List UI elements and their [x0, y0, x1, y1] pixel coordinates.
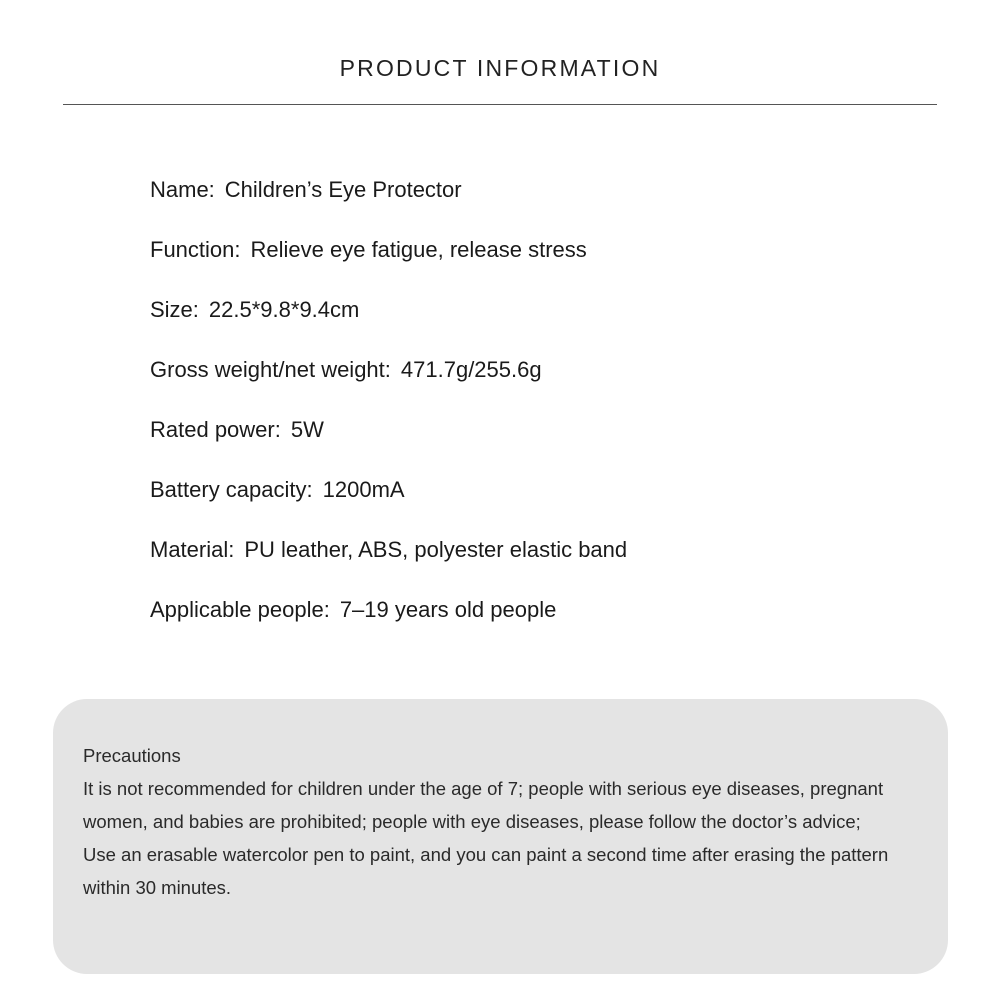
- spec-value: PU leather, ABS, polyester elastic band: [244, 537, 628, 562]
- spec-label: Size:: [150, 297, 199, 322]
- spec-label: Name:: [150, 177, 215, 202]
- title-divider: [63, 104, 937, 105]
- spec-row-applicable-people: [150, 592, 627, 652]
- spec-label: Rated power:: [150, 417, 281, 442]
- spec-row-size: [150, 292, 627, 352]
- spec-row-rated-power: [150, 412, 627, 472]
- spec-value: 1200mA: [322, 477, 405, 502]
- spec-row-function: [150, 232, 627, 292]
- spec-row-weight: [150, 352, 627, 412]
- spec-value: Relieve eye fatigue, release stress: [250, 237, 587, 262]
- spec-value: 471.7g/255.6g: [400, 357, 542, 382]
- spec-label: Gross weight/net weight:: [150, 357, 391, 382]
- precautions-panel: [53, 699, 948, 974]
- spec-label: Applicable people:: [150, 597, 330, 622]
- spec-row-material: [150, 532, 627, 592]
- spec-value: 5W: [290, 417, 324, 442]
- precautions-paragraph: It is not recommended for children under the age of 7; people with serious eye diseases, pregnant women, and babies are prohibited; people with eye diseases, please follow the doctor’s advice;: [83, 778, 884, 832]
- spec-label: Material:: [150, 537, 235, 562]
- spec-row-name: [150, 172, 627, 232]
- precautions-heading: Precautions: [83, 745, 181, 766]
- spec-label: Battery capacity:: [150, 477, 313, 502]
- spec-value: Children’s Eye Protector: [224, 177, 462, 202]
- spec-label: Function:: [150, 237, 241, 262]
- page-title: PRODUCT INFORMATION: [339, 55, 661, 81]
- spec-value: 7–19 years old people: [339, 597, 557, 622]
- spec-row-battery-capacity: [150, 472, 627, 532]
- spec-value: 22.5*9.8*9.4cm: [208, 297, 360, 322]
- precautions-paragraph: Use an erasable watercolor pen to paint, and you can paint a second time after erasing the pattern within 30 minutes.: [83, 844, 889, 898]
- spec-list: [150, 172, 627, 652]
